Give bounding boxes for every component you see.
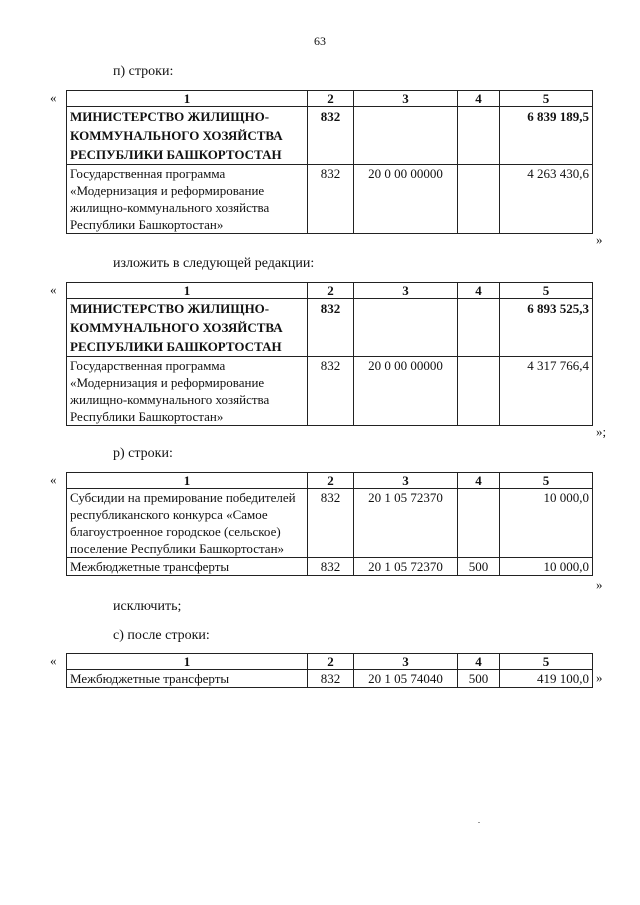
scan-speck bbox=[478, 822, 480, 823]
cell-code: 832 bbox=[308, 670, 354, 688]
cell-code: 832 bbox=[308, 489, 354, 558]
cell-type bbox=[458, 165, 500, 234]
header-cell: 1 bbox=[67, 654, 308, 670]
cell-article: 20 1 05 72370 bbox=[354, 558, 458, 576]
cell-name: МИНИСТЕРСТВО ЖИЛИЩНО-КОММУНАЛЬНОГО ХОЗЯЙСТВА РЕСПУБЛИКИ БАШКОРТОСТАН bbox=[67, 299, 308, 357]
quote-open-4: « bbox=[50, 653, 57, 668]
table-2 bbox=[66, 282, 593, 426]
cell-type bbox=[458, 489, 500, 558]
quote-open-1: « bbox=[50, 90, 57, 105]
section-r-label: р) строки: bbox=[113, 446, 173, 461]
cell-code: 832 bbox=[308, 165, 354, 234]
table-4 bbox=[66, 653, 593, 688]
header-cell: 3 bbox=[354, 654, 458, 670]
header-cell: 4 bbox=[458, 654, 500, 670]
header-cell: 5 bbox=[500, 283, 593, 299]
cell-name: Межбюджетные трансферты bbox=[67, 670, 308, 688]
cell-article bbox=[354, 107, 458, 165]
header-cell: 1 bbox=[67, 91, 308, 107]
cell-code: 832 bbox=[308, 299, 354, 357]
quote-close-1: » bbox=[596, 232, 603, 247]
table-header-row bbox=[67, 283, 593, 299]
quote-close-3: » bbox=[596, 577, 603, 592]
header-cell: 5 bbox=[500, 654, 593, 670]
cell-name: Субсидии на премирование победителей республиканского конкурса «Самое благоустроенное городское (сельское) поселение Республики Башкортостан» bbox=[67, 489, 308, 558]
cell-type: 500 bbox=[458, 670, 500, 688]
header-cell: 2 bbox=[308, 654, 354, 670]
cell-type bbox=[458, 107, 500, 165]
quote-close-4: » bbox=[596, 670, 603, 685]
cell-type bbox=[458, 357, 500, 426]
cell-name: Государственная программа «Модернизация и реформирование жилищно-коммунального хозяйства Республики Башкортостан» bbox=[67, 165, 308, 234]
exclude-label: исключить; bbox=[113, 599, 182, 614]
header-cell: 2 bbox=[308, 283, 354, 299]
header-cell: 3 bbox=[354, 91, 458, 107]
table-3 bbox=[66, 472, 593, 576]
cell-article: 20 1 05 72370 bbox=[354, 489, 458, 558]
cell-article bbox=[354, 299, 458, 357]
cell-amount: 4 317 766,4 bbox=[500, 357, 593, 426]
replace-label: изложить в следующей редакции: bbox=[113, 256, 315, 271]
section-p-label: п) строки: bbox=[113, 64, 174, 79]
cell-amount: 6 893 525,3 bbox=[500, 299, 593, 357]
table-row bbox=[67, 558, 593, 576]
cell-name: МИНИСТЕРСТВО ЖИЛИЩНО-КОММУНАЛЬНОГО ХОЗЯЙСТВА РЕСПУБЛИКИ БАШКОРТОСТАН bbox=[67, 107, 308, 165]
header-cell: 2 bbox=[308, 91, 354, 107]
cell-amount: 419 100,0 bbox=[500, 670, 593, 688]
table-row bbox=[67, 670, 593, 688]
page-number: 63 bbox=[314, 34, 326, 48]
header-cell: 4 bbox=[458, 473, 500, 489]
header-cell: 5 bbox=[500, 473, 593, 489]
cell-amount: 4 263 430,6 bbox=[500, 165, 593, 234]
table-row bbox=[67, 165, 593, 234]
cell-article: 20 1 05 74040 bbox=[354, 670, 458, 688]
cell-name: Межбюджетные трансферты bbox=[67, 558, 308, 576]
quote-open-3: « bbox=[50, 472, 57, 487]
cell-article: 20 0 00 00000 bbox=[354, 165, 458, 234]
cell-amount: 6 839 189,5 bbox=[500, 107, 593, 165]
table-header-row bbox=[67, 654, 593, 670]
header-cell: 1 bbox=[67, 473, 308, 489]
table-row bbox=[67, 299, 593, 357]
header-cell: 5 bbox=[500, 91, 593, 107]
table-row bbox=[67, 107, 593, 165]
cell-name: Государственная программа «Модернизация и реформирование жилищно-коммунального хозяйства Республики Башкортостан» bbox=[67, 357, 308, 426]
cell-type: 500 bbox=[458, 558, 500, 576]
table-header-row bbox=[67, 91, 593, 107]
header-cell: 4 bbox=[458, 283, 500, 299]
cell-article: 20 0 00 00000 bbox=[354, 357, 458, 426]
header-cell: 2 bbox=[308, 473, 354, 489]
cell-amount: 10 000,0 bbox=[500, 489, 593, 558]
quote-open-2: « bbox=[50, 282, 57, 297]
quote-close-2: »; bbox=[596, 424, 607, 439]
header-cell: 1 bbox=[67, 283, 308, 299]
section-s-label: с) после строки: bbox=[113, 628, 210, 643]
table-header-row bbox=[67, 473, 593, 489]
cell-code: 832 bbox=[308, 357, 354, 426]
table-row bbox=[67, 489, 593, 558]
cell-amount: 10 000,0 bbox=[500, 558, 593, 576]
table-row bbox=[67, 357, 593, 426]
table-1 bbox=[66, 90, 593, 234]
header-cell: 3 bbox=[354, 283, 458, 299]
cell-code: 832 bbox=[308, 558, 354, 576]
header-cell: 3 bbox=[354, 473, 458, 489]
cell-type bbox=[458, 299, 500, 357]
header-cell: 4 bbox=[458, 91, 500, 107]
cell-code: 832 bbox=[308, 107, 354, 165]
